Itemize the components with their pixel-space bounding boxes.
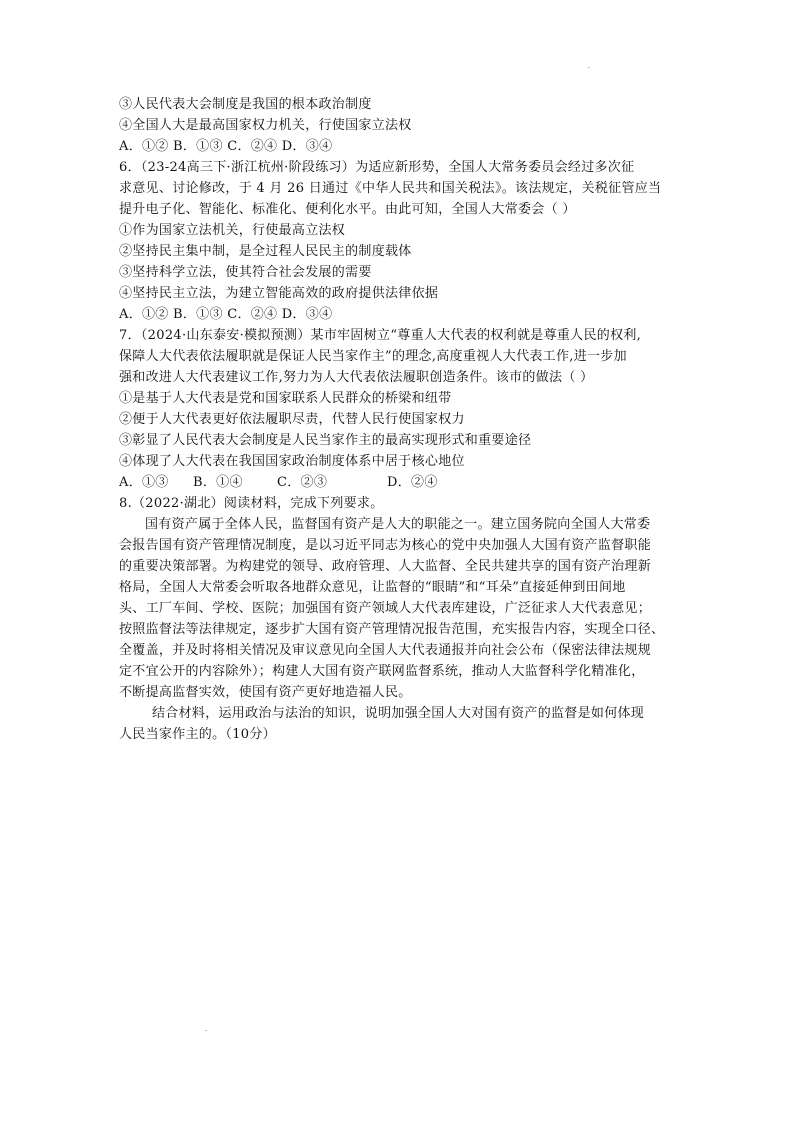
q7-item-3: ③彰显了人民代表大会制度是人民当家作主的最高实现形式和重要途径 <box>119 433 532 448</box>
scan-mark <box>205 1030 207 1031</box>
scan-mark <box>588 67 590 68</box>
q7-item-1: ①是基于人大代表是党和国家联系人民群众的桥梁和纽带 <box>119 391 452 406</box>
q7-item-2: ②便于人大代表更好依法履职尽责，代替人民行使国家权力 <box>119 412 465 427</box>
q8-material-line: 定不宜公开的内容除外）；构建人大国有资产联网监督系统，推动人大监督科学化精准化， <box>119 664 645 679</box>
document-page <box>119 94 679 745</box>
q5-item-3: ③人民代表大会制度是我国的根本政治制度 <box>119 97 372 112</box>
q6-item-4: ④坚持民主立法，为建立智能高效的政府提供法律依据 <box>119 286 439 301</box>
q8-material-line: 按照监督法等法律规定，逐步扩大国有资产管理情况报告范围，充实报告内容，实现全口径、 <box>119 622 665 637</box>
q7-option-a: A．①③ <box>119 475 169 490</box>
q8-material-line: 的重要决策部署。为构建党的领导、政府管理、人大监督、全民共建共享的国有资产治理新 <box>119 559 652 574</box>
q8-material-line: 全覆盖，并及时将相关情况及审议意见向全国人大代表通报并向社会公布（保密法律法规规 <box>119 643 652 658</box>
q6-item-3: ③坚持科学立法，使其符合社会发展的需要 <box>119 265 372 280</box>
q8-material-line: 会报告国有资产管理情况制度，是以习近平同志为核心的党中央加强人大国有资产监督职能 <box>119 538 652 553</box>
q7-option-b: B．①④ <box>193 475 243 490</box>
q5-options: A．①② B．①③ C．②④ D．③④ <box>119 139 333 154</box>
q7-option-c: C．②③ <box>277 475 328 490</box>
q7-stem-line-2: 保障人大代表依法履职就是保证人民当家作主”的理念,高度重视人大代表工作,进一步加 <box>119 349 627 364</box>
q8-question-line-1: 结合材料，运用政治与法治的知识，说明加强全国人大对国有资产的监督是如何体现 <box>152 706 645 721</box>
q8-material-line: 头、工厂车间、学校、医院；加强国有资产领域人大代表库建设，广泛征求人大代表意见； <box>119 601 652 616</box>
q7-item-4: ④体现了人大代表在我国国家政治制度体系中居于核心地位 <box>119 454 465 469</box>
q8-material-line: 不断提高监督实效，使国有资产更好地造福人民。 <box>119 685 412 700</box>
q7-stem-line-1: 7．（2024·山东泰安·模拟预测）某市牢固树立“尊重人大代表的权利就是尊重人民的权利, <box>119 328 642 343</box>
q8-stem: 8.（2022·湖北）阅读材料，完成下列要求。 <box>119 496 384 511</box>
q7-options <box>119 472 679 493</box>
q8-material-line: 国有资产属于全体人民，监督国有资产是人大的职能之一。建立国务院向全国人大常委 <box>145 517 651 532</box>
q6-item-1: ①作为国家立法机关，行使最高立法权 <box>119 223 346 238</box>
q8-question-line-2: 人民当家作主的。（10分） <box>119 727 276 742</box>
q6-item-2: ②坚持民主集中制，是全过程人民民主的制度载体 <box>119 244 412 259</box>
q7-stem-line-3: 强和改进人大代表建议工作,努力为人大代表依法履职创造条件。该市的做法（ ） <box>119 370 594 385</box>
q6-stem-line-3: 提升电子化、智能化、标准化、便利化水平。由此可知，全国人大常委会（ ） <box>119 202 576 217</box>
q8-material-line: 格局，全国人大常委会听取各地群众意见，让监督的“眼睛”和“耳朵”直接延伸到田间地 <box>119 580 626 595</box>
q7-option-d: D．②④ <box>387 475 438 490</box>
q6-stem-line-1: 6．（23-24高三下·浙江杭州·阶段练习）为适应新形势，全国人大常务委员会经过多次征 <box>119 160 635 175</box>
q5-item-4: ④全国人大是最高国家权力机关，行使国家立法权 <box>119 118 412 133</box>
q6-options: A．①② B．①③ C．②④ D．③④ <box>119 307 333 322</box>
q6-stem-line-2: 求意见、讨论修改，于 4 月 26 日通过《中华人民共和国关税法》。该法规定，关税征管应当 <box>119 181 662 196</box>
